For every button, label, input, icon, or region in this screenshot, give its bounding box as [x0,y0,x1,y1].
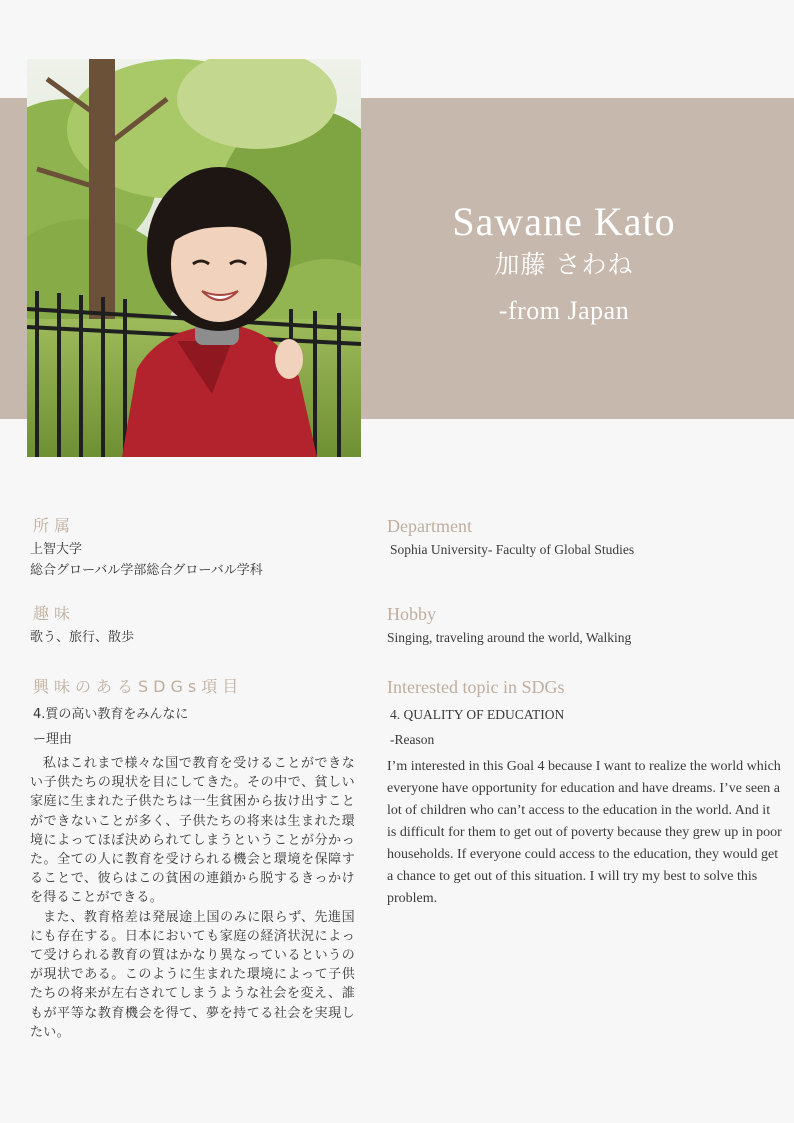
origin: -from Japan [498,296,630,325]
sdgs-heading-jp: 興味のあるSDGs項目 [33,677,244,696]
reason-text-jp [30,754,355,1042]
english-column [387,513,782,910]
department-text: Sophia University- Faculty of Global Studies [390,542,635,557]
affiliation-section-jp [30,513,355,601]
sdgs-section-jp [30,674,355,1042]
name-english: Sawane Kato [452,199,676,244]
japanese-column [30,513,355,1042]
sdgs-section-en [387,674,782,910]
sdgs-heading-en: Interested topic in SDGs [387,677,565,697]
name-japanese: 加藤 さわね [494,250,634,279]
sdgs-goal-jp: 4.質の高い教育をみんなに [33,707,189,722]
department-heading: Department [387,516,472,536]
reason-label-jp: ー理由 [33,732,73,747]
affiliation-heading-jp: 所属 [33,516,76,535]
hobby-text-en: Singing, traveling around the world, Walking [387,630,632,645]
hobby-text-jp: 歌う、旅行、散歩 [30,630,135,645]
hobby-section-jp [30,601,355,674]
reason-paragraph-2: また、教育格差は発展途上国のみに限らず、先進国にも存在する。日本においても家庭の経済状況によって受けられる教育の質はかなり異なっているというのが現状である。このように生まれた環境によって子供たちの将来が左右されてしまうような社会を変え、誰もが平等な教育機会を得て、夢を持てる社会を実現したい。 [30,909,355,1040]
hobby-heading-en: Hobby [387,604,436,624]
department-section-en [387,513,782,601]
reason-text-en: I’m interested in this Goal 4 because I want to realize the world which everyone have opportunity for education and have dreams. I’ve seen a lot of children who can’t access to the education in the world. And it is difficult for them to get out of poverty because they grew up in poor households. If everyone could access to the education, they would get a chance to get out of this situation. I will try my best to solve this problem. [387,759,782,906]
reason-label-en: -Reason [390,732,435,747]
profile-photo [27,59,361,457]
affiliation-line2: 総合グローバル学部総合グローバル学科 [30,563,263,578]
affiliation-line1: 上智大学 [30,542,83,557]
reason-paragraph-1: 私はこれまで様々な国で教育を受けることができない子供たちの現状を目にしてきた。その中で、貧しい家庭に生まれた子供たちは一生貧困から抜け出すことができないことが多く、子供たちの将来は生まれた環境によってほぼ決められてしまうということが分かった。全ての人に教育を受けられる機会と環境を保障することで、彼らはこの貧困の連鎖から脱するきっかけを得ることができる。 [30,756,355,906]
sdgs-goal-en: 4. QUALITY OF EDUCATION [390,707,565,722]
name-block [364,196,764,328]
hobby-heading-jp: 趣味 [33,604,76,623]
hobby-section-en [387,601,782,674]
